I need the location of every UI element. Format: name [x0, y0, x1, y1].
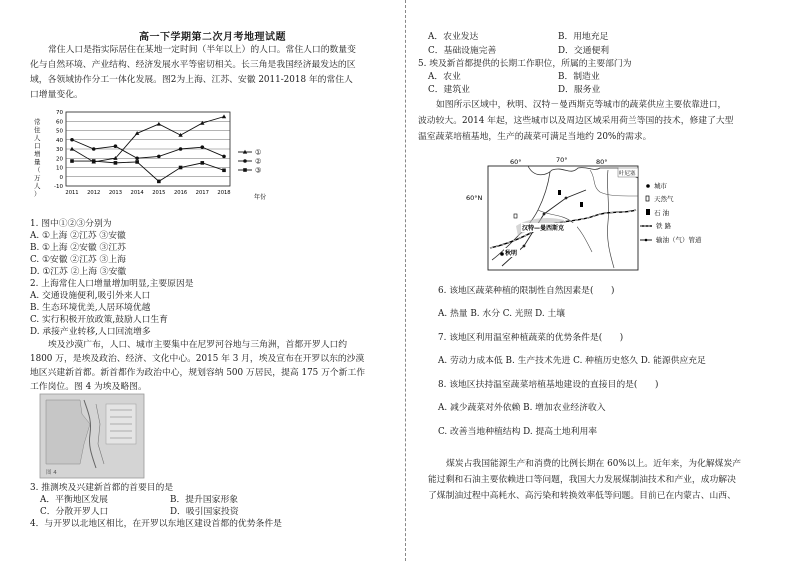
chart-series — [70, 114, 226, 183]
chart-x-tick: 2011 — [65, 190, 79, 196]
chart-legend — [238, 149, 261, 175]
map-city-khanty: 汉特—曼西斯克 — [522, 225, 565, 232]
chart-x-tick: 2016 — [173, 190, 188, 196]
chart-point — [92, 147, 96, 151]
q5-stem: 5. 埃及新首都提供的长期工作职位，所属的主要部门为 — [418, 59, 632, 69]
chart-point — [200, 145, 204, 149]
chart-point — [222, 114, 226, 118]
q7-options: A. 劳动力成本低 B. 生产技术先进 C. 种植历史悠久 D. 能源供应充足 — [438, 356, 706, 366]
q2-option-a: A. 交通设施便利,吸引外来人口 — [30, 291, 151, 301]
legend-marker — [243, 168, 247, 172]
q4-options-row1 — [428, 31, 608, 43]
q4-option-d: D．交通便利 — [558, 46, 610, 56]
chart-point — [157, 180, 161, 184]
passage4-line-2: 能过剩和石油主要依赖进口等问题，我国大力发展煤制油技术和产业，成功解决 — [428, 475, 736, 485]
q3-stem: 3. 推测埃及兴建新首都的首要目的是 — [30, 483, 174, 493]
chart-y-label-char: 万 — [34, 174, 41, 182]
map-lon-70: 70° — [556, 156, 568, 164]
q4-option-b: B．用地充足 — [558, 32, 609, 42]
q4-option-a: A．农业发达 — [428, 32, 479, 42]
intro-line-3: 域，各领域协作分工一体化发展。图2为上海、江苏、安徽 2011-2018 年的常住人 — [30, 75, 353, 85]
map-lon-60: 60° — [510, 158, 522, 166]
population-line-chart — [30, 106, 280, 208]
map-legend — [640, 181, 702, 244]
chart-point — [92, 159, 96, 163]
legend-city: 城市 — [654, 182, 667, 190]
passage3-line-3: 温室蔬菜培植基地，生产的蔬菜可满足当地约 20%的需求。 — [418, 132, 652, 142]
intro-line-2: 化与自然环境、产业结构、经济发展水平等密切相关。长三角是我国经济最发达的区 — [30, 60, 356, 70]
egypt-map — [40, 394, 144, 478]
chart-point — [157, 122, 161, 126]
chart-x-tick: 2012 — [87, 190, 101, 196]
chart-y-tick: -10 — [54, 184, 63, 190]
q6-stem: 6. 该地区蔬菜种植的限制性自然因素是( ) — [438, 286, 615, 296]
q3-option-d: D．吸引国家投资 — [170, 507, 239, 517]
chart-point — [222, 155, 226, 159]
column-divider — [405, 0, 406, 561]
chart-x-tick: 2015 — [152, 190, 166, 196]
chart-point — [157, 155, 161, 159]
chart-y-tick: 30 — [56, 147, 63, 153]
passage2-line-3: 地区兴建新首都。新首都作为政治中心，规划容纳 500 万居民，提高 175 万个新工作 — [30, 368, 366, 378]
q4-stem: 4．与开罗以北地区相比，在开罗以东地区建设首都的优势条件是 — [30, 519, 282, 529]
map-city-tyumen: 秋明 — [505, 250, 518, 257]
q5-option-a: A．农业 — [428, 72, 461, 82]
q3-option-a: A．平衡地区发展 — [40, 495, 108, 505]
passage3-line-2: 波动较大。2014 年起，这些城市以及周边区域采用荷兰等国的技术，修建了大型 — [418, 116, 734, 126]
chart-y-tick: 70 — [56, 110, 63, 116]
chart-point — [114, 161, 118, 165]
q4-option-c: C．基础设施完善 — [428, 46, 497, 56]
chart-y-tick: 0 — [59, 174, 63, 181]
legend-label: ① — [255, 148, 262, 157]
chart-y-label-char: 人 — [34, 182, 41, 190]
chart-point — [179, 166, 183, 170]
passage2-line-4: 工作岗位。图 4 为埃及略图。 — [30, 382, 147, 392]
q2-stem: 2. 上海常住人口增量增加明显,主要原因是 — [30, 279, 194, 289]
q6-options: A. 热量 B. 水分 C. 光照 D. 土壤 — [438, 309, 566, 319]
intro-line-4: 口增量变化。 — [30, 90, 83, 100]
chart-y-tick: 60 — [56, 119, 63, 126]
passage3-line-1: 如图所示区域中，秋明、汉特－曼西斯克等城市的蔬菜供应主要依靠进口， — [436, 100, 727, 110]
chart-grid — [66, 112, 230, 186]
q1-stem: 1. 图中①②③分别为 — [30, 219, 112, 229]
q4-options-row2 — [428, 45, 609, 57]
q2-option-c: C. 实行积极开放政策,鼓励人口生育 — [30, 315, 168, 325]
chart-y-label-char: （ — [34, 166, 41, 174]
chart-y-label-char: 住 — [34, 126, 41, 134]
q1-option-a: A. ①上海 ②江苏 ③安徽 — [30, 231, 126, 241]
q8-options-2: C. 改善当地种植结构 D. 提高土地利用率 — [438, 427, 598, 437]
chart-y-label-char: 口 — [34, 142, 41, 150]
q8-options-1: A. 减少蔬菜对外依赖 B. 增加农业经济收入 — [438, 403, 606, 413]
q1-option-d: D. ①江苏 ②上海 ③安徽 — [30, 267, 127, 277]
chart-y-tick: 40 — [56, 137, 63, 144]
legend-marker — [243, 159, 247, 163]
chart-x-label: 年份 — [254, 194, 267, 201]
chart-point — [222, 168, 226, 172]
chart-y-tick: 20 — [56, 156, 63, 163]
q3-options-row2 — [40, 506, 239, 518]
passage4-line-3: 了煤制油过程中高耗水、高污染和转换效率低等问题。目前已在内蒙古、山西、 — [428, 491, 736, 501]
chart-y-label-char: 增 — [34, 150, 41, 158]
q5-option-c: C．建筑业 — [428, 85, 470, 95]
legend-label: ③ — [255, 166, 262, 175]
region-map — [468, 156, 708, 276]
q5-option-b: B．制造业 — [558, 72, 600, 82]
chart-point — [70, 159, 74, 163]
q5-option-d: D．服务业 — [558, 85, 601, 95]
passage2-line-2: 1800 万，是埃及政治、经济、文化中心。2015 年 3 月，埃及宣布在开罗以东的沙漠 — [30, 354, 365, 364]
q5-options-row1 — [428, 71, 600, 83]
chart-point — [135, 156, 139, 160]
q1-option-c: C. ①安徽 ②江苏 ③上海 — [30, 255, 126, 265]
legend-rail: 铁 路 — [656, 222, 672, 230]
chart-y-label-char: 人 — [34, 134, 41, 142]
q1-option-b: B. ①上海 ②安徽 ③江苏 — [30, 243, 126, 253]
chart-x-tick: 2014 — [130, 190, 144, 196]
map-river-label: 叶尼塞 — [619, 171, 636, 177]
map-left-caption: 图 4 — [46, 470, 57, 476]
chart-point — [179, 147, 183, 151]
q3-option-c: C．分散开罗人口 — [40, 507, 109, 517]
legend-gas: 天然气 — [654, 195, 674, 203]
chart-x-tick: 2018 — [217, 190, 231, 196]
chart-point — [70, 147, 74, 151]
q2-option-d: D. 承接产业转移,人口回流增多 — [30, 327, 151, 337]
passage4-line-1: 煤炭占我国能源生产和消费的比例长期在 60%以上。近年来，为化解煤炭产 — [446, 459, 742, 469]
chart-point — [200, 161, 204, 165]
map-lat-60n: 60°N — [466, 194, 483, 202]
q5-options-row2 — [428, 84, 600, 96]
q3-options-row1 — [40, 494, 238, 506]
intro-line-1: 常住人口是指实际居住在某地一定时间（半年以上）的人口。常住人口的数量变 — [48, 45, 356, 55]
q2-option-b: B. 生态环境优美,人居环境优越 — [30, 303, 151, 313]
chart-y-tick: 50 — [56, 128, 63, 135]
chart-y-tick: 10 — [56, 165, 63, 172]
chart-x-tick: 2017 — [195, 190, 209, 196]
q7-stem: 7. 该地区利用温室种植蔬菜的优势条件是( ) — [438, 333, 624, 343]
passage2-line-1: 埃及沙漠广布，人口、城市主要集中在尼罗河谷地与三角洲，首都开罗人口约 — [48, 340, 348, 350]
chart-y-label-char: ） — [34, 190, 41, 198]
q3-option-b: B．提升国家形象 — [170, 495, 239, 505]
chart-point — [135, 160, 139, 164]
chart-y-label-char: 量 — [34, 158, 41, 166]
chart-point — [70, 138, 74, 142]
page-title: 高一下学期第二次月考地理试题 — [139, 32, 286, 43]
legend-pipe: 输油（气）管道 — [656, 236, 702, 244]
chart-point — [114, 144, 118, 148]
q8-stem: 8. 该地区扶持温室蔬菜培植基地建设的直接目的是( ) — [438, 380, 659, 390]
chart-y-label-char: 常 — [34, 118, 41, 126]
legend-label: ② — [255, 157, 262, 166]
map-lon-80: 80° — [596, 158, 608, 166]
legend-oil: 石 油 — [654, 209, 670, 217]
chart-x-tick: 2013 — [108, 190, 123, 196]
